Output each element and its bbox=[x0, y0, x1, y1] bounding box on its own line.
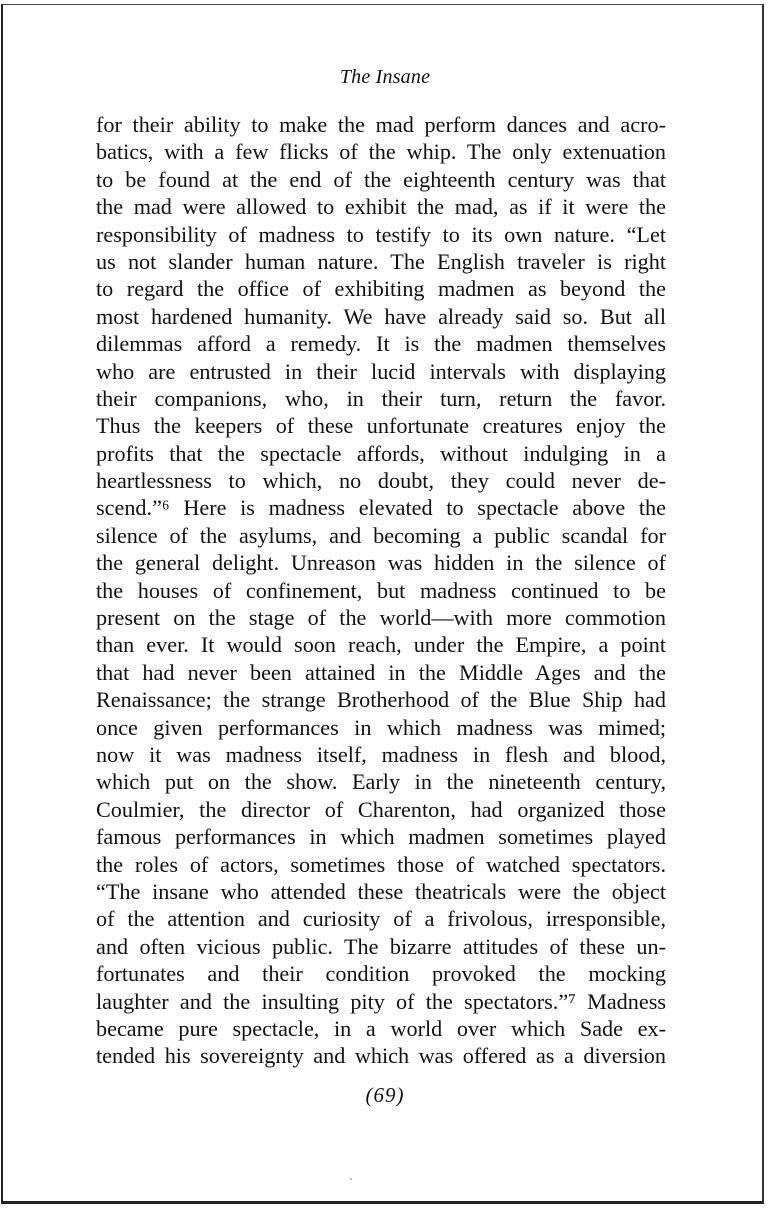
text-line: famous performances in which madmen sometimes played bbox=[96, 824, 666, 850]
text-line: profits that the spectacle affords, without indulging in a bbox=[96, 440, 666, 466]
text-line: “The insane who attended these theatricals were the object bbox=[96, 878, 666, 904]
text-line: the roles of actors, sometimes those of watched spectators. bbox=[96, 851, 666, 877]
text-line: dilemmas afford a remedy. It is the madmen themselves bbox=[96, 331, 666, 357]
text-line: the general delight. Unreason was hidden in the silence of bbox=[96, 550, 666, 576]
text-line: than ever. It would soon reach, under the Empire, a point bbox=[96, 632, 666, 658]
text-line: fortunates and their condition provoked the mocking bbox=[96, 961, 666, 987]
text-line: Coulmier, the director of Charenton, had organized those bbox=[96, 796, 666, 822]
text-line: once given performances in which madness was mimed; bbox=[96, 714, 666, 740]
text-line: heartlessness to which, no doubt, they could never de- bbox=[96, 468, 666, 494]
running-head: The Insane bbox=[339, 66, 431, 88]
text-line: that had never been attained in the Middle Ages and the bbox=[96, 659, 666, 685]
text-line: for their ability to make the mad perform dances and acro- bbox=[96, 112, 666, 137]
text-line: silence of the asylums, and becoming a public scandal for bbox=[96, 522, 666, 548]
text-line: the mad were allowed to exhibit the mad, as if it were the bbox=[96, 194, 666, 220]
text-line: us not slander human nature. The English traveler is right bbox=[96, 248, 666, 274]
text-line: to regard the office of exhibiting madmen as beyond the bbox=[96, 276, 666, 302]
text-line: tended his sovereignty and which was offered as a diversion bbox=[96, 1043, 666, 1069]
text-line: which put on the show. Early in the nineteenth century, bbox=[96, 769, 666, 795]
text-line: scend.”⁶ Here is madness elevated to spectacle above the bbox=[96, 495, 666, 521]
text-line: their companions, who, in their turn, return the favor. bbox=[96, 385, 666, 411]
text-line: of the attention and curiosity of a frivolous, irresponsible, bbox=[96, 906, 666, 932]
text-line: Thus the keepers of these unfortunate creatures enjoy the bbox=[96, 413, 666, 439]
text-line: to be found at the end of the eighteenth century was that bbox=[96, 166, 666, 192]
text-line: now it was madness itself, madness in flesh and blood, bbox=[96, 741, 666, 767]
text-line: most hardened humanity. We have already said so. But all bbox=[96, 303, 666, 329]
text-line: became pure spectacle, in a world over which Sade ex- bbox=[96, 1015, 666, 1041]
scan-speck bbox=[350, 1178, 352, 1180]
text-line: and often vicious public. The bizarre attitudes of these un- bbox=[96, 933, 666, 959]
text-line: who are entrusted in their lucid intervals with displaying bbox=[96, 358, 666, 384]
body-text bbox=[96, 111, 666, 1070]
page-number: (69) bbox=[365, 1083, 405, 1107]
text-line: laughter and the insulting pity of the spectators.”⁷ Madness bbox=[96, 988, 666, 1014]
text-line: present on the stage of the world—with more commotion bbox=[96, 605, 666, 631]
text-line: batics, with a few flicks of the whip. The only extenuation bbox=[96, 139, 666, 165]
text-line: responsibility of madness to testify to its own nature. “Let bbox=[96, 221, 666, 247]
text-line: the houses of confinement, but madness continued to be bbox=[96, 577, 666, 603]
text-line: Renaissance; the strange Brotherhood of the Blue Ship had bbox=[96, 687, 666, 713]
